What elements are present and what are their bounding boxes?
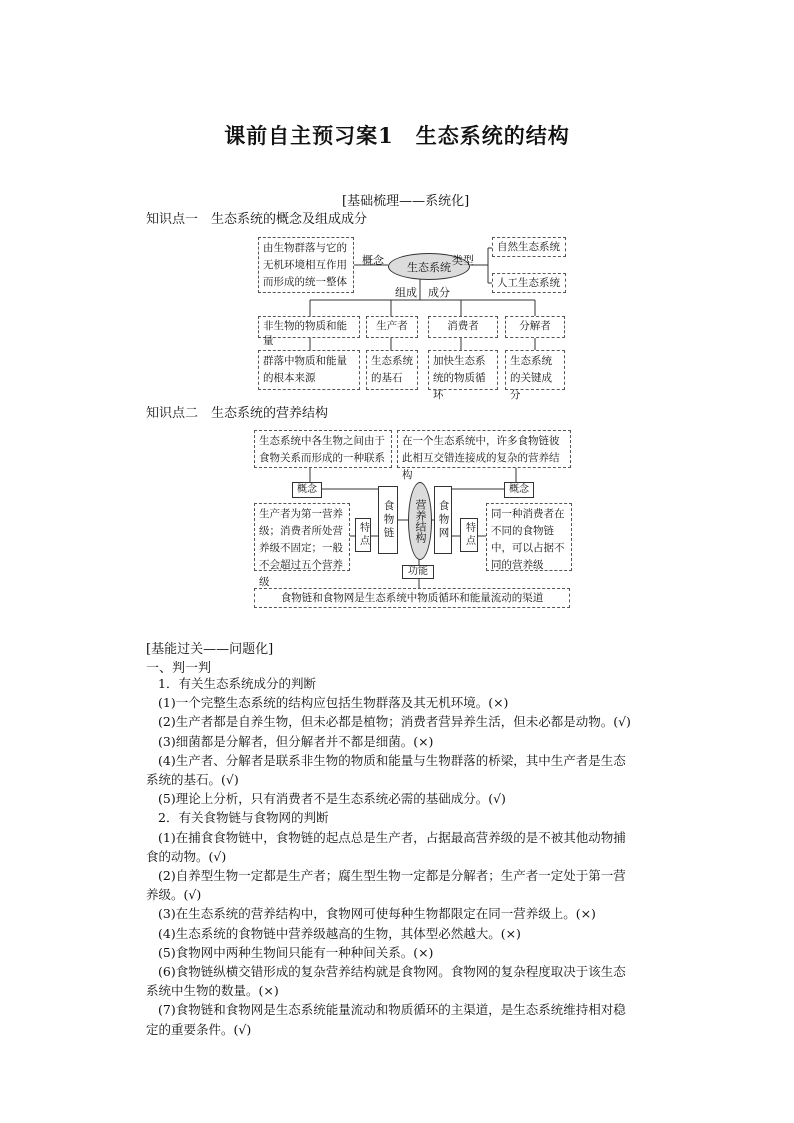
kp1-heading: 知识点一 生态系统的概念及组成成分 <box>146 212 368 227</box>
concept-label-left: 概念 <box>292 482 322 498</box>
feature-label-right: 特点 <box>460 518 478 552</box>
role-abiotic: 群落中物质和能量的根本来源 <box>258 350 360 390</box>
type-label: 类型 <box>452 254 474 267</box>
function-label: 功能 <box>402 565 434 579</box>
food-web-feature-box: 同一种消费者在不同的食物链中，可以占据不同的营养级 <box>486 503 572 571</box>
natural-ecosystem-box: 自然生态系统 <box>492 237 566 257</box>
practice-line: 1．有关生态系统成分的判断 <box>158 676 316 691</box>
practice-line: 养级。(√) <box>146 887 202 903</box>
ecosystem-node: 生态系统 <box>388 253 470 280</box>
trophic-structure-node: 营养结构 <box>408 482 432 560</box>
artificial-ecosystem-box: 人工生态系统 <box>492 273 566 293</box>
concept-label: 概念 <box>362 254 384 267</box>
practice-line: (5)食物网中两种生物间只能有一种种间关系。(×) <box>158 944 434 960</box>
practice-line: 定的重要条件。(√) <box>146 1021 252 1037</box>
food-web-node: 食物网 <box>434 486 452 554</box>
practice-line: 系统的基石。(√) <box>146 772 239 787</box>
practice-line: (1)在捕食食物链中，食物链的起点总是生产者，占据最高营养级的是不被其他动物捕 <box>158 829 626 845</box>
ecosystem-definition-box: 由生物群落与它的无机环境相互作用而形成的统一整体 <box>258 237 354 293</box>
role-decomposer: 生态系统的关键成分 <box>505 350 565 390</box>
practice-line: (3)细菌都是分解者，但分解者并不都是细菌。(×) <box>158 733 434 749</box>
component-abiotic: 非生物的物质和能量 <box>258 316 360 338</box>
role-producer: 生态系统的基石 <box>366 350 418 390</box>
food-chain-node: 食物链 <box>378 486 398 554</box>
practice-line: (3)在生态系统的营养结构中，食物网可使每种生物都限定在同一营养级上。(×) <box>158 906 596 922</box>
food-chain-feature-box: 生产者为第一营养级；消费者所处营养级不固定；一般不会超过五个营养级 <box>254 503 350 571</box>
component-producer: 生产者 <box>366 316 418 338</box>
concept-label-right: 概念 <box>504 482 534 498</box>
practice-line: (6)食物链纵横交错形成的复杂营养结构就是食物网。食物网的复杂程度取决于该生态 <box>158 964 626 979</box>
food-web-concept-box: 在一个生态系统中，许多食物链彼此相互交错连接成的复杂的营养结构 <box>397 430 571 468</box>
practice-line: (4)生态系统的食物链中营养级越高的生物，其体型必然越大。(×) <box>158 925 521 941</box>
practice-subheading: 一、判一判 <box>146 661 212 676</box>
role-consumer: 加快生态系统的物质循环 <box>428 350 498 390</box>
practice-line: (5)理论上分析，只有消费者不是生态系统必需的基础成分。(√) <box>158 791 506 807</box>
practice-line: (7)食物链和食物网是生态系统能量流动和物质循环的主渠道，是生态系统维持相对稳 <box>158 1002 626 1018</box>
feature-label-left: 特点 <box>355 518 371 552</box>
practice-heading: [基能过关——问题化] <box>146 642 274 657</box>
practice-line: (2)自养型生物一定都是生产者；腐生型生物一定都是分解者；生产者一定处于第一营 <box>158 868 626 883</box>
page-title: 课前自主预习案1 生态系统的结构 <box>224 123 570 148</box>
composition-label: 组成 成分 <box>395 286 450 299</box>
practice-line: (1)一个完整生态系统的结构应包括生物群落及其无机环境。(×) <box>158 695 509 711</box>
component-consumer: 消费者 <box>428 316 498 338</box>
basics-heading: [基础梳理——系统化] <box>342 194 470 209</box>
food-chain-concept-box: 生态系统中各生物之间由于食物关系而形成的一种联系 <box>254 430 392 468</box>
practice-line: 食的动物。(√) <box>146 848 227 864</box>
component-decomposer: 分解者 <box>505 316 565 338</box>
practice-line: (2)生产者都是自养生物，但未必都是植物；消费者营异养生活，但未必都是动物。(√) <box>158 714 631 730</box>
practice-line: 2．有关食物链与食物网的判断 <box>158 810 329 826</box>
function-box: 食物链和食物网是生态系统中物质循环和能量流动的渠道 <box>254 588 570 608</box>
practice-line: 系统中生物的数量。(×) <box>146 983 279 999</box>
practice-line: (4)生产者、分解者是联系非生物的物质和能量与生物群落的桥梁，其中生产者是生态 <box>158 752 626 768</box>
kp2-heading: 知识点二 生态系统的营养结构 <box>146 406 329 421</box>
